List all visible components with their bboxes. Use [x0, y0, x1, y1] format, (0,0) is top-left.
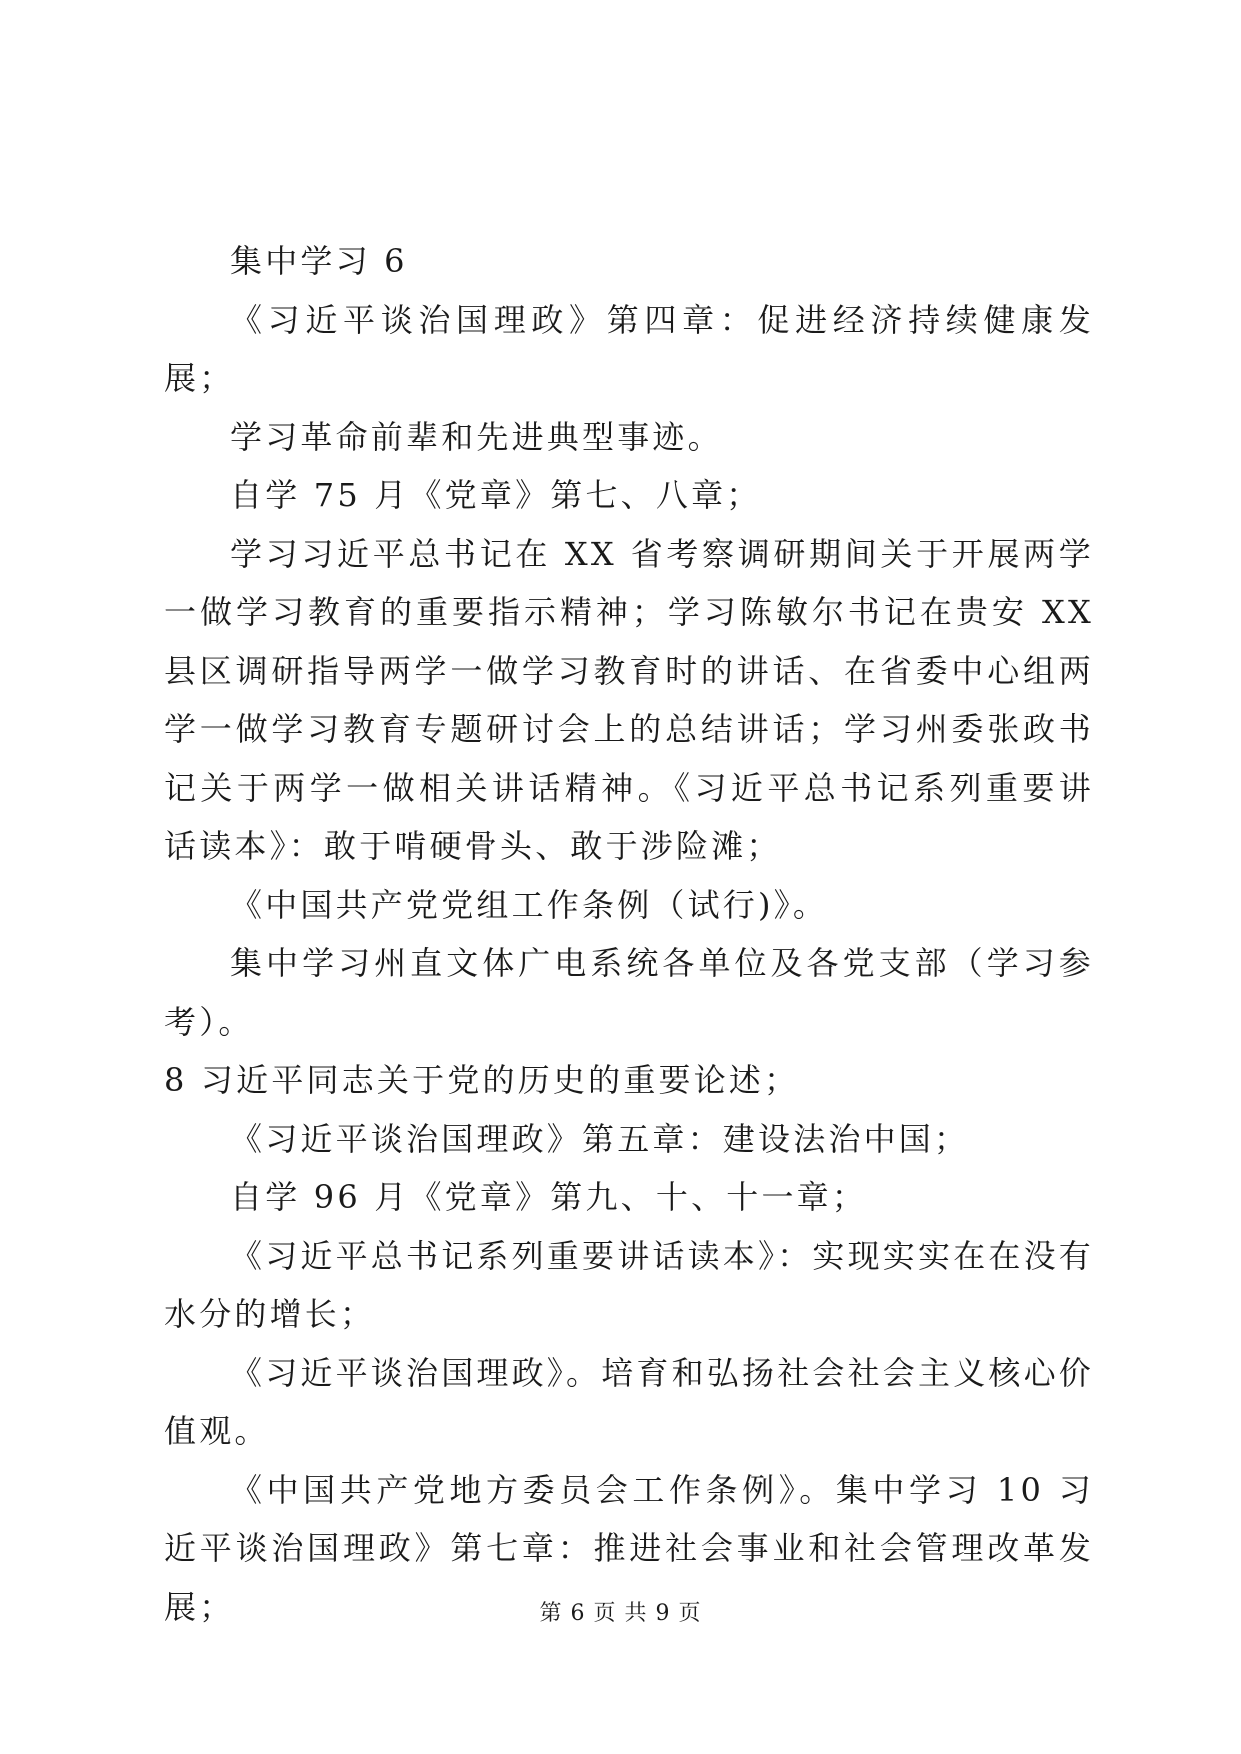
paragraph: 《中国共产党党组工作条例（试行)》。	[230, 885, 829, 924]
paragraph: 学习革命前辈和先进典型事迹。	[230, 417, 723, 456]
paragraph: 《习近平总书记系列重要讲话读本》：实现实实在在没有水分的增长；	[164, 1236, 1095, 1333]
paragraph: 集中学习州直文体广电系统各单位及各党支部（学习参考）。	[164, 944, 1094, 1041]
paragraph: 8 习近平同志关于党的历史的重要论述；	[164, 1061, 800, 1099]
page-number-footer: 第 6 页 共 9 页	[539, 1601, 702, 1626]
paragraph: 《习近平谈治国理政》第五章：建设法治中国；	[230, 1119, 970, 1158]
paragraph: 《习近平谈治国理政》第四章：促进经济持续健康发展；	[164, 300, 1094, 397]
paragraph: 自学 75 月《党章》第七、八章；	[230, 476, 762, 514]
paragraph: 《习近平谈治国理政》。培育和弘扬社会社会主义核心价值观。	[164, 1353, 1095, 1450]
paragraph: 学习习近平总书记在 XX 省考察调研期间关于开展两学一做学习教育的重要指示精神；学习陈敏尔书记在贵安 XX 县区调研指导两学一做学习教育时的讲话、在省委中心组两学一做学习教育专题研讨会上的总结讲话；学习州委张政书记关于两学一做相关讲话精神。《习近平总书记系列重要讲话读本》：敢于啃硬骨头、敢于涉险滩；	[164, 534, 1094, 865]
document-body	[164, 232, 1094, 1636]
paragraph: 集中学习 6	[230, 242, 408, 280]
paragraph: 《中国共产党地方委员会工作条例》。集中学习 10 习近平谈治国理政》第七章：推进社会事业和社会管理改革发展；	[164, 1470, 1094, 1626]
paragraph: 自学 96 月《党章》第九、十、十一章；	[230, 1178, 868, 1216]
